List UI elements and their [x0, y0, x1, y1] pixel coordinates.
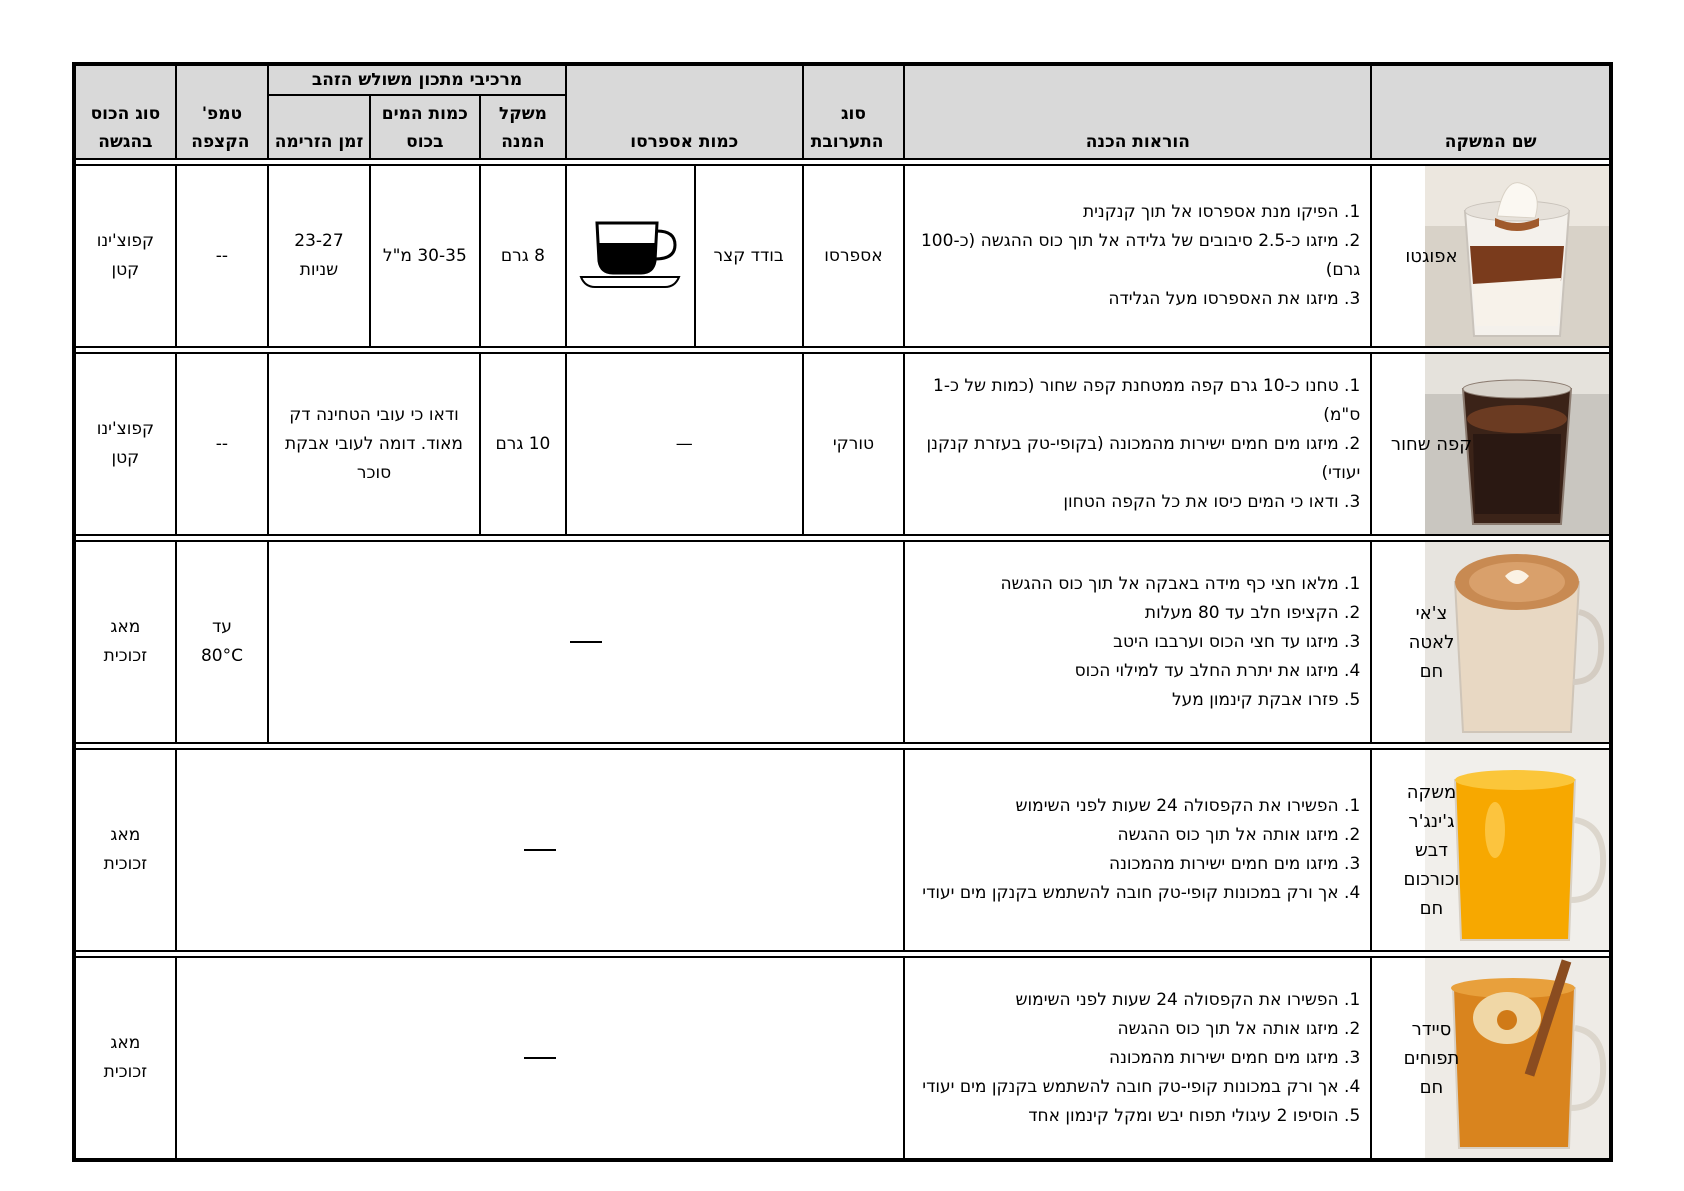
foam-temp-chai-latte [176, 541, 268, 743]
table-row-affogato [74, 165, 1611, 347]
empty-ingredients-ginger [176, 749, 905, 951]
step-item: 5. הוסיפו 2 עיגולי תפוח יבש ומקל קינמון אחד [1028, 1105, 1361, 1126]
header-glass-type [74, 64, 176, 159]
instructions-ginger-drink [904, 749, 1371, 951]
header-dose-weight-label: משקל המנה [498, 104, 547, 152]
step-item: 1. מלאו חצי כף מידה באבקה אל תוך כוס ההגשה [1000, 573, 1361, 594]
header-blend-type-label: סוג התערובת [810, 104, 884, 152]
step-item: 3. מיזגו מים חמים ישירות מהמכונה [1109, 1047, 1361, 1068]
table-row-black-coffee [74, 353, 1611, 535]
chai-latte-photo [1492, 541, 1611, 743]
step-item: 1. הפשירו את הקפסולה 24 שעות לפני השימוש [1015, 796, 1361, 816]
dash-placeholder [524, 1057, 556, 1059]
step-item: 2. מיזגו מים חמים ישירות מהמכונה (בקופי-טק בעזרת קנקנן יעודי) [926, 433, 1361, 483]
foam-temp-affogato: -- [176, 165, 268, 347]
drink-name-cider-text: סיידר תפוחים חם [1403, 1018, 1460, 1098]
table-row-apple-cider [74, 957, 1611, 1160]
dose-affogato: 8 גרם [480, 165, 566, 347]
step-item: 3. מיזגו את האספרסו מעל הגלידה [1108, 289, 1361, 309]
header-golden-triangle: מרכיבי מתכון משולש הזהב [268, 64, 566, 95]
step-item: 5. פזרו אבקת קינמון מעל [1171, 689, 1361, 710]
instructions-black-coffee [904, 353, 1371, 535]
step-item: 2. מיזגו אותה אל תוך כוס ההגשה [1117, 1018, 1361, 1039]
header-foam-temp [176, 64, 268, 159]
header-dose-weight [480, 95, 566, 159]
dash-placeholder [570, 641, 602, 643]
drink-name-chai-latte-text: צ'אי לאטה חם [1408, 602, 1455, 682]
step-item: 2. מיזגו אותה אל תוך כוס ההגשה [1117, 825, 1361, 845]
water-affogato: 30-35 מ"ל [370, 165, 480, 347]
step-item: 1. טחנו כ-10 גרם קפה ממטחנת קפה שחור (כמות של כ-1 ס"מ) [933, 375, 1361, 425]
glass-affogato-value: קפוצ'ינו קטן [96, 231, 155, 280]
instructions-chai-latte [904, 541, 1371, 743]
header-water-amount-label: כמות המים בכוס [381, 104, 468, 152]
step-item: 2. מיזגו כ-2.5 סיבובים של גלידה אל תוך כוס ההגשה (כ-100 גרם) [920, 231, 1361, 280]
step-item: 4. אך ורק במכונות קופי-טק חובה להשתמש בקנקן מים יעודי [922, 1076, 1361, 1097]
ginger-honey-drink-photo [1492, 749, 1611, 951]
step-item: 3. ודאו כי המים כיסו את כל הקפה הטחון [1063, 491, 1361, 512]
glass-cider-value: מאג זכוכית [103, 1033, 148, 1082]
glass-black-coffee [74, 353, 176, 535]
drink-name-affogato: אפוגטו [1371, 165, 1491, 347]
glass-ginger-drink [74, 749, 176, 951]
step-item: 3. מיזגו מים חמים ישירות מהמכונה [1109, 854, 1361, 874]
header-instructions: הוראות הכנה [904, 64, 1371, 159]
dose-black-coffee: 10 גרם [480, 353, 566, 535]
blend-black-coffee: טורקי [803, 353, 905, 535]
empty-ingredients-chai [268, 541, 904, 743]
affogato-photo [1492, 165, 1611, 347]
glass-ginger-value: מאג זכוכית [103, 825, 148, 874]
black-coffee-photo [1492, 353, 1611, 535]
header-water-amount [370, 95, 480, 159]
header-blend-type [803, 64, 905, 159]
header-foam-temp-label: טמפ' הקצפה [191, 104, 250, 152]
foam-temp-black-coffee: -- [176, 353, 268, 535]
drink-name-black-coffee: קפה שחור [1371, 353, 1491, 535]
header-extraction-time: זמן הזרימה [268, 95, 370, 159]
drink-name-ginger-text: משקה ג'ינג'ר דבש וכורכום חם [1403, 781, 1460, 919]
espresso-amount-affogato: בודד קצר [695, 165, 803, 347]
glass-chai-latte [74, 541, 176, 743]
glass-black-coffee-value: קפוצ'ינו קטן [96, 419, 155, 468]
glass-apple-cider [74, 957, 176, 1160]
time-affogato [268, 165, 370, 347]
step-item: 4. אך ורק במכונות קופי-טק חובה להשתמש בקנקן מים יעודי [922, 883, 1361, 903]
step-item: 2. הקציפו חלב עד 80 מעלות [1144, 602, 1361, 623]
foam-temp-chai-value: עד 80°C [200, 617, 243, 666]
empty-ingredients-cider [176, 957, 905, 1160]
instructions-apple-cider [904, 957, 1371, 1160]
espresso-amount-black-coffee: — [566, 353, 803, 535]
time-affogato-value: 23-27 שניות [294, 231, 344, 280]
glass-affogato [74, 165, 176, 347]
instructions-affogato [904, 165, 1371, 347]
apple-cider-photo [1492, 957, 1611, 1160]
grind-note-black-coffee [268, 353, 480, 535]
dash-placeholder [524, 849, 556, 851]
step-item: 1. הפיקו מנת אספרסו אל תוך קנקנית [1082, 202, 1361, 222]
grind-note-text: ודאו כי עובי הטחינה דק מאוד. דומה לעובי אבקת סוכר [284, 404, 463, 483]
table-row-chai-latte [74, 541, 1611, 743]
blend-affogato: אספרסו [803, 165, 905, 347]
step-item: 1. הפשירו את הקפסולה 24 שעות לפני השימוש [1015, 989, 1361, 1010]
table-row-ginger-drink [74, 749, 1611, 951]
header-drink-name: שם המשקה [1371, 64, 1611, 159]
header-espresso-amount: כמות אספרסו [566, 64, 803, 159]
header-glass-type-label: סוג הכוס בהגשה [90, 104, 161, 152]
espresso-cup-icon [566, 165, 695, 347]
glass-chai-value: מאג זכוכית [103, 617, 148, 666]
step-item: 4. מיזגו את יתרת החלב עד למילוי הכוס [1074, 660, 1361, 681]
step-item: 3. מיזגו עד חצי הכוס וערבבו היטב [1113, 631, 1361, 652]
recipe-table [72, 62, 1613, 1162]
